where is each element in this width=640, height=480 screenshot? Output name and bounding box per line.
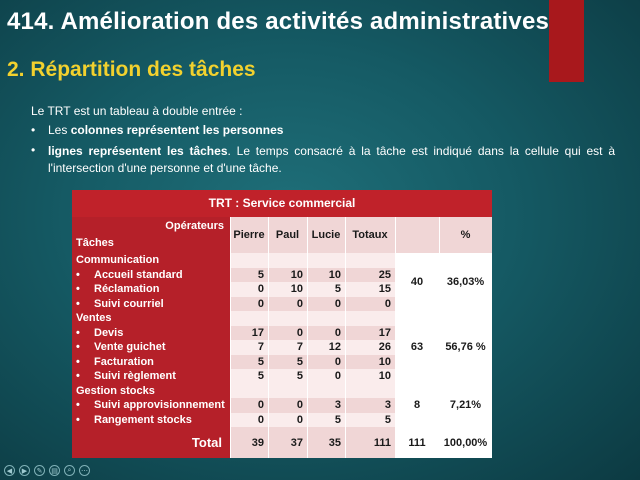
task-row-label — [72, 297, 230, 312]
task-value: 25 — [345, 268, 395, 283]
column-separator — [268, 217, 269, 458]
bullet-icon: • — [76, 326, 80, 339]
task-label: Facturation — [94, 355, 154, 368]
column-separator — [395, 217, 396, 458]
empty-cell — [268, 253, 307, 268]
task-value: 0 — [307, 297, 345, 312]
trt-table — [72, 190, 492, 458]
task-value: 0 — [230, 398, 268, 413]
group-label: Gestion stocks — [72, 384, 230, 399]
column-separator — [439, 217, 440, 458]
task-value: 0 — [268, 398, 307, 413]
corner-taches: Tâches — [76, 237, 114, 249]
task-value: 17 — [230, 326, 268, 341]
empty-cell — [307, 253, 345, 268]
task-value: 3 — [307, 398, 345, 413]
task-value: 15 — [345, 282, 395, 297]
bullet-lines-text — [48, 143, 615, 177]
intro-text: Le TRT est un tableau à double entrée : — [31, 104, 243, 118]
group-percent: 36,03% — [439, 253, 492, 311]
bullet-icon: • — [76, 283, 80, 296]
bullet-icon: • — [76, 370, 80, 383]
task-row-label — [72, 398, 230, 413]
more-icon[interactable]: ⋯ — [79, 465, 90, 476]
task-value: 12 — [307, 340, 345, 355]
column-header: Paul — [268, 217, 307, 253]
task-value: 5 — [230, 355, 268, 370]
slide-navigation — [4, 465, 90, 476]
slides-icon[interactable]: ▤ — [49, 465, 60, 476]
bullet-columns — [31, 123, 283, 137]
bullet1-bold: colonnes représentent les personnes — [70, 123, 284, 137]
slide-title: 414. Amélioration des activités administratives — [7, 8, 550, 35]
task-value: 0 — [230, 282, 268, 297]
corner-cell — [72, 217, 230, 253]
prev-icon[interactable]: ◀ — [4, 465, 15, 476]
task-label: Accueil standard — [94, 268, 183, 281]
bullet-dot-icon: • — [31, 123, 36, 137]
task-value: 0 — [307, 369, 345, 384]
bullet-icon: • — [76, 355, 80, 368]
task-label: Rangement stocks — [94, 413, 192, 426]
slide-subtitle: 2. Répartition des tâches — [7, 58, 256, 81]
task-value: 10 — [268, 268, 307, 283]
group-percent: 56,76 % — [439, 311, 492, 384]
task-value: 5 — [307, 282, 345, 297]
task-row-label — [72, 326, 230, 341]
group-label: Ventes — [72, 311, 230, 326]
task-row-label — [72, 268, 230, 283]
group-sum: 40 — [395, 253, 439, 311]
task-value: 5 — [230, 369, 268, 384]
task-value: 10 — [268, 282, 307, 297]
total-value: 37 — [268, 427, 307, 458]
task-label: Suivi règlement — [94, 370, 176, 383]
total-value: 39 — [230, 427, 268, 458]
empty-cell — [345, 384, 395, 399]
task-value: 5 — [268, 355, 307, 370]
task-row-label — [72, 355, 230, 370]
red-accent-tab — [549, 0, 584, 82]
task-value: 0 — [345, 297, 395, 312]
bullet-icon: • — [76, 399, 80, 412]
empty-cell — [268, 311, 307, 326]
bullet-icon: • — [76, 297, 80, 310]
task-value: 7 — [268, 340, 307, 355]
task-label: Vente guichet — [94, 341, 166, 354]
empty-cell — [230, 311, 268, 326]
task-row-label — [72, 369, 230, 384]
task-value: 5 — [230, 268, 268, 283]
task-row-label — [72, 282, 230, 297]
bullet1-prefix: Les — [48, 123, 71, 137]
task-value: 0 — [307, 326, 345, 341]
bullet-icon: • — [76, 341, 80, 354]
empty-cell — [345, 311, 395, 326]
task-value: 0 — [268, 413, 307, 428]
task-label: Devis — [94, 326, 124, 339]
group-percent: 7,21% — [439, 384, 492, 428]
group-label: Communication — [72, 253, 230, 268]
column-header — [395, 217, 439, 253]
bullet-dot-2 — [31, 143, 48, 157]
empty-cell — [345, 253, 395, 268]
task-value: 0 — [230, 297, 268, 312]
bullet2-bold: lignes représentent les tâches — [48, 144, 228, 158]
task-value: 26 — [345, 340, 395, 355]
empty-cell — [307, 311, 345, 326]
column-separator — [307, 217, 308, 458]
empty-cell — [230, 253, 268, 268]
column-header: % — [439, 217, 492, 253]
column-header: Totaux — [345, 217, 395, 253]
empty-cell — [230, 384, 268, 399]
bullet-icon: • — [76, 413, 80, 426]
task-value: 10 — [345, 355, 395, 370]
task-value: 10 — [345, 369, 395, 384]
task-value: 0 — [230, 413, 268, 428]
task-value: 0 — [268, 326, 307, 341]
task-value: 5 — [345, 413, 395, 428]
task-label: Suivi approvisionnement — [94, 399, 225, 412]
bullet-dot-icon: • — [31, 143, 36, 157]
task-value: 5 — [268, 369, 307, 384]
column-separator — [345, 217, 346, 458]
task-label: Suivi courriel — [94, 297, 164, 310]
pen-icon[interactable]: ✎ — [34, 465, 45, 476]
total-value: 100,00% — [439, 427, 492, 458]
task-value: 3 — [345, 398, 395, 413]
corner-operateurs: Opérateurs — [165, 220, 224, 232]
total-value: 35 — [307, 427, 345, 458]
task-row-label — [72, 413, 230, 428]
total-label: Total — [72, 427, 230, 458]
next-icon[interactable]: ▶ — [19, 465, 30, 476]
task-label: Réclamation — [94, 283, 160, 296]
empty-cell — [268, 384, 307, 399]
column-header: Lucie — [307, 217, 345, 253]
task-value: 17 — [345, 326, 395, 341]
bullet-icon: • — [76, 268, 80, 281]
task-row-label — [72, 340, 230, 355]
task-value: 10 — [307, 268, 345, 283]
total-value: 111 — [395, 427, 439, 458]
group-sum: 8 — [395, 384, 439, 428]
empty-cell — [307, 384, 345, 399]
task-value: 0 — [268, 297, 307, 312]
task-value: 7 — [230, 340, 268, 355]
trt-table-title: TRT : Service commercial — [72, 190, 492, 217]
zoom-icon[interactable]: ⌕ — [64, 465, 75, 476]
bullet2-rest: . Le temps consacré à la tâche est indiqué dans la cellule qui est à l'intersection d'une personne et d'une tâche. — [48, 144, 615, 175]
task-value: 0 — [307, 355, 345, 370]
group-sum: 63 — [395, 311, 439, 384]
total-value: 111 — [345, 427, 395, 458]
column-separator — [230, 217, 231, 458]
task-value: 5 — [307, 413, 345, 428]
column-header: Pierre — [230, 217, 268, 253]
